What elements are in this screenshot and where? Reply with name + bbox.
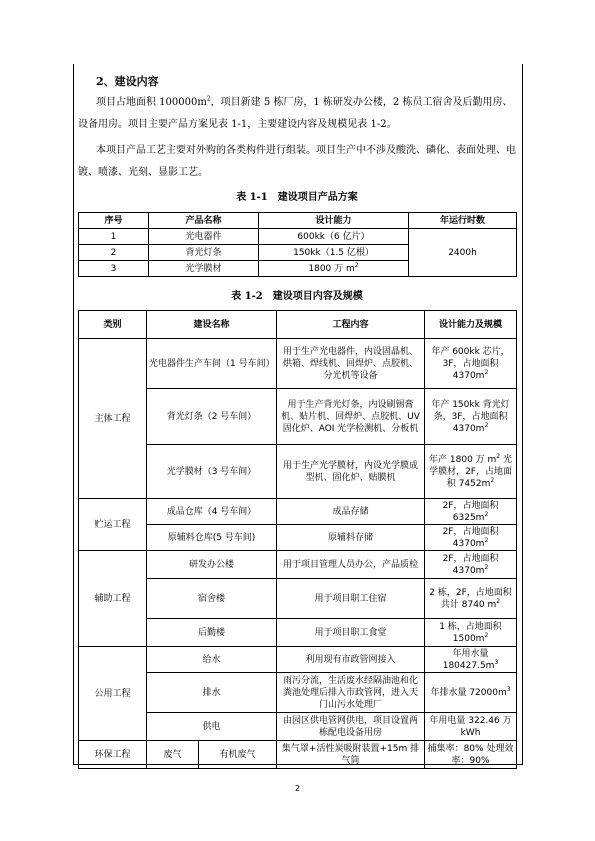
table-row: 背光灯条（2 号车间） 用于生产背光灯条，内设刷锡膏机、贴片机、回焊炉、点胶机、UV 固化炉、AOI 光学检测机、分板机 年产 150kk 背光灯条，3F，占地面积 $4370m^2$ (79, 389, 517, 445)
table2-caption: 表 1-2 建设项目内容及规模 (231, 291, 363, 302)
section-heading: 2、建设内容 (96, 75, 159, 88)
table-row: 3 光学膜材 1800 万 $m^2$ (79, 261, 517, 277)
table-row: 贮运工程 成品仓库（4 号车间） 成品存储 2F，占地面积 $6325m^2$ (79, 499, 517, 525)
table-row: 光学膜材（3 号车间） 用于生产光学膜材，内设光学膜成型机、固化炉、贴膜机 年产 1800 万 $m^2$ 光学膜材，2F，占地面积 $7452m^2$ (79, 445, 517, 499)
process-paragraph: 本项目产品工艺主要对外购的各类构件进行组装。项目生产中不涉及酸洗、磷化、表面处理、电镀、喷漆、光刻、显影工艺。 (78, 145, 516, 178)
operating-hours: 2400h (409, 229, 517, 277)
table-row: 公用工程 给水 利用现有市政管网接入 年用水量 $180427.5m^3$ (79, 647, 517, 673)
table-row: 后勤楼 用于项目职工食堂 1 栋，占地面积 $1500m^2$ (79, 619, 517, 647)
table-row: 主体工程 光电器件生产车间（1 号车间） 用于生产光电器件，内设固晶机、烘箱、焊线机、回焊炉、点胶机、分光机等设备 年产 600kk 芯片，3F，占地面积 $4370m^2$ (79, 339, 517, 389)
construction-content-table (78, 310, 517, 769)
table-header-row: 序号 产品名称 设计能力 年运行时数 (79, 213, 517, 229)
page-number: 2 (294, 784, 301, 793)
intro-paragraph: 项目占地面积 $100000m^2$，项目新建 5 栋厂房，1 栋研发办公楼，2 栋员工宿舍及后勤用房、设备用房。项目主要产品方案见表 1-1，主要建设内容及规模见表 1-2。 (78, 95, 513, 130)
table-header-row: 类别 建设名称 工程内容 设计能力及规模 (79, 311, 517, 339)
table-row: 宿舍楼 用于项目职工住宿 2 栋，2F，占地面积共计 8740 $m^2$ (79, 579, 517, 619)
table1-caption: 表 1-1 建设项目产品方案 (236, 192, 358, 203)
table-row: 原辅料仓库(5 号车间) 原辅料存储 2F，占地面积 $4370m^2$ (79, 525, 517, 551)
table-row: 排水 雨污分流，生活废水经隔油池和化粪池处理后排入市政管网，进入天门山污水处理厂 年排水量 $72000m^3$ (79, 673, 517, 713)
table-row: 2 背光灯条 150kk（1.5 亿根） (79, 245, 517, 261)
product-plan-table (78, 212, 517, 277)
table-row: 1 光电器件 600kk（6 亿片） 2400h (79, 229, 517, 245)
table-row: 供电 由园区供电管网供电，项目设置两栋配电设备用房 年用电量 322.46 万 kWh (79, 713, 517, 741)
table-row: 环保工程 废气 有机废气 集气罩+活性炭吸附装置+15m 排气筒 捕集率：80% 处理效率：90% (79, 741, 517, 769)
table-row: 辅助工程 研发办公楼 用于项目管理人员办公，产品质检 2F，占地面积 $4370m^2$ (79, 551, 517, 579)
